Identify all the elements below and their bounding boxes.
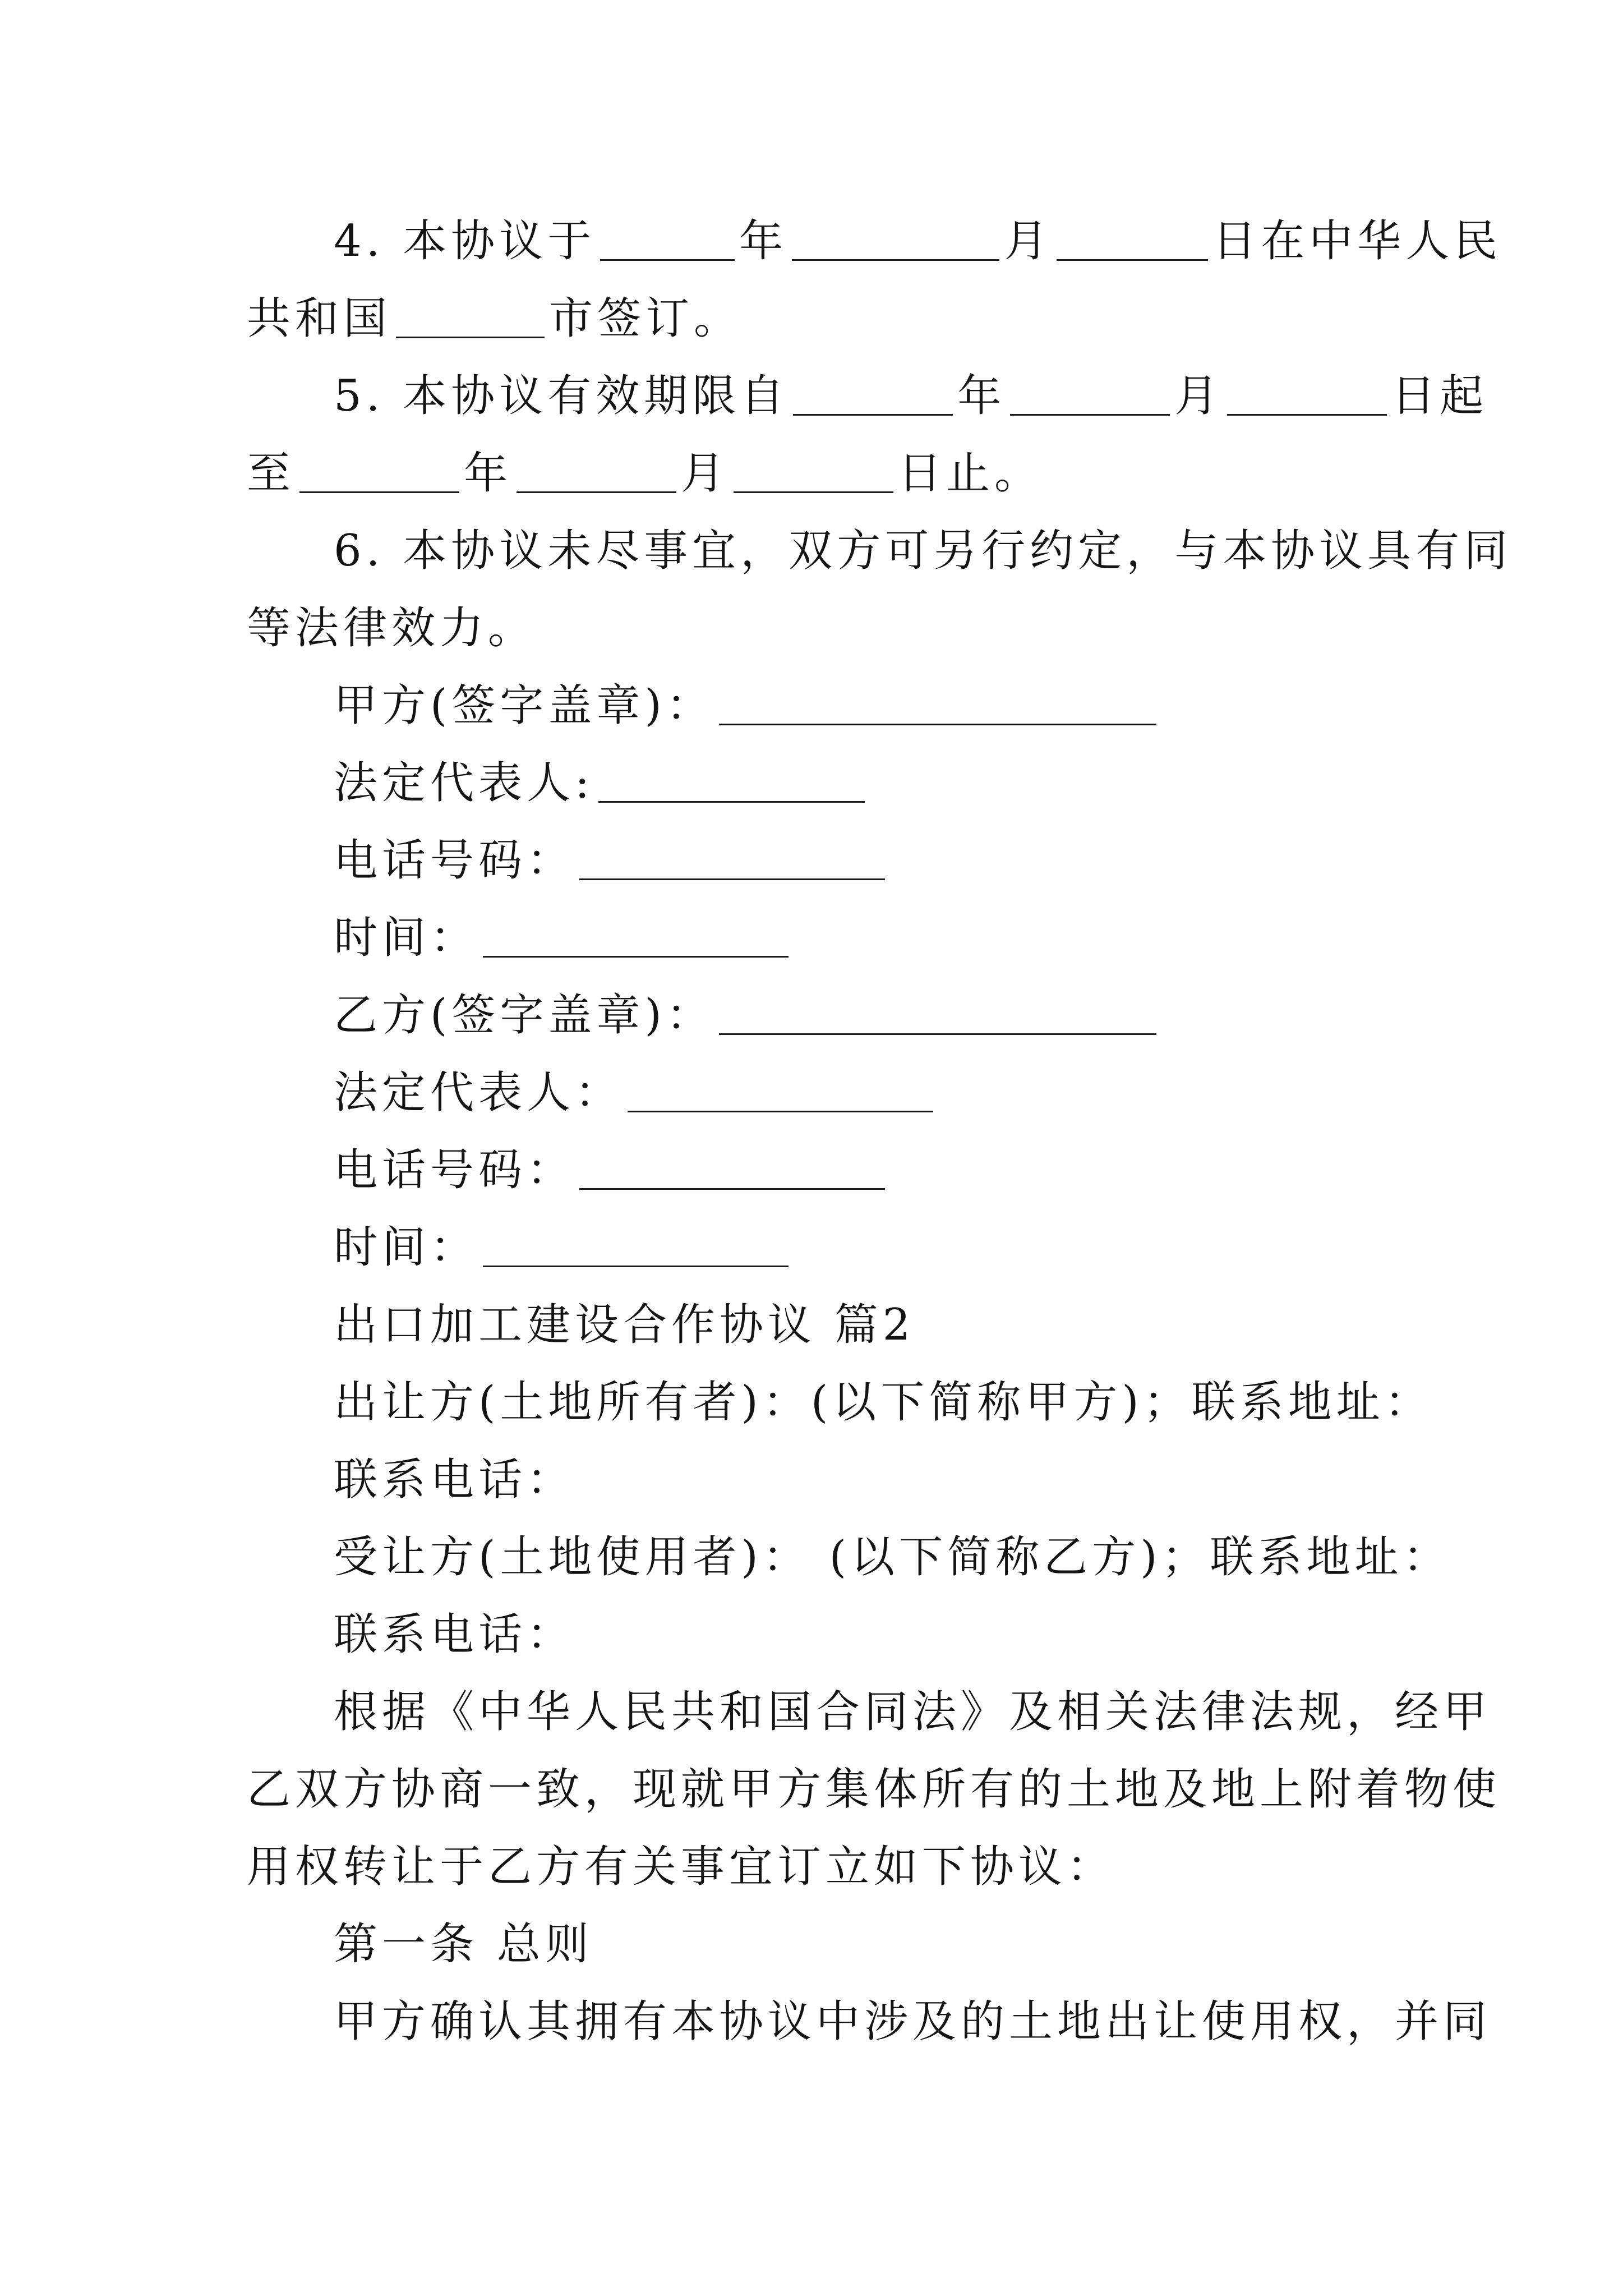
start-day-label: 日起: [1391, 371, 1488, 421]
preamble-text-1: 根据《中华人民共和国合同法》及相关法律法规，经甲: [334, 1687, 1492, 1737]
party-b-time-row: [0, 1214, 1623, 1281]
city-blank: [396, 285, 545, 338]
party-b-rep-label: 法定代表人：: [334, 1068, 624, 1118]
article1-text: 甲方确认其拥有本协议中涉及的土地出让使用权，并同: [334, 1996, 1492, 2047]
article1-title: [0, 1911, 1623, 1978]
clause4-line1: [0, 208, 1623, 275]
clause6-text: 6. 本协议未尽事宜，双方可另行约定，与本协议具有同: [334, 526, 1513, 576]
section2-heading: [0, 1291, 1623, 1359]
party-b-rep-row: [0, 1059, 1623, 1126]
end-day-blank: [734, 440, 893, 493]
clause4-text: 4. 本协议于: [334, 216, 596, 266]
transferee-phone-row: [0, 1601, 1623, 1668]
party-a-time-row: [0, 904, 1623, 972]
year-blank: [600, 208, 735, 261]
day-blank: [1057, 208, 1208, 261]
clause6-line2: [0, 595, 1623, 662]
party-a-time-field[interactable]: [483, 904, 789, 958]
preamble-text-2: 乙双方协商一致，现就甲方集体所有的土地及地上附着物使: [247, 1764, 1501, 1815]
party-b-phone-field[interactable]: [579, 1137, 885, 1190]
start-month-blank: [1010, 362, 1170, 416]
party-b-time-label: 时间：: [334, 1222, 479, 1273]
transferor-row: [0, 1369, 1623, 1436]
clause5-line1: [0, 362, 1623, 430]
transferee-label: 受让方(土地使用者)： (以下简称乙方)；联系地址：: [334, 1532, 1451, 1582]
transferor-label: 出让方(土地所有者)：(以下简称甲方)；联系地址：: [334, 1377, 1433, 1428]
preamble-line2: [0, 1756, 1623, 1823]
party-b-time-field[interactable]: [483, 1214, 789, 1267]
transferee-phone-label: 联系电话：: [334, 1609, 575, 1660]
party-a-rep-field[interactable]: [598, 749, 865, 803]
end-year-label: 年: [464, 448, 513, 499]
clause5-text: 5. 本协议有效期限自: [334, 371, 789, 421]
article1-title-text: 第一条 总则: [334, 1919, 593, 1970]
preamble-line1: [0, 1678, 1623, 1746]
start-year-blank: [793, 362, 953, 416]
transferee-row: [0, 1524, 1623, 1591]
party-b-sign-label: 乙方(签字盖章)：: [334, 990, 714, 1041]
party-a-rep-row: [0, 749, 1623, 817]
month-label: 月: [1004, 216, 1053, 266]
party-a-phone-field[interactable]: [579, 827, 885, 880]
start-year-label: 年: [957, 371, 1006, 421]
month-blank: [792, 208, 999, 261]
start-month-label: 月: [1174, 371, 1223, 421]
end-year-blank: [299, 440, 459, 493]
preamble-text-3: 用权转让于乙方有关事宜订立如下协议：: [247, 1842, 1115, 1892]
end-month-label: 月: [681, 448, 730, 499]
party-a-sign-label: 甲方(签字盖章)：: [334, 680, 714, 731]
year-label: 年: [739, 216, 788, 266]
party-a-phone-row: [0, 827, 1623, 894]
clause4-text-cont: 日在中华人民: [1212, 216, 1502, 266]
clause6-text-cont: 等法律效力。: [247, 603, 537, 654]
party-b-sign-field[interactable]: [719, 982, 1156, 1035]
article1-line1: [0, 1988, 1623, 2055]
transferor-phone-row: [0, 1446, 1623, 1513]
party-b-sign-row: [0, 982, 1623, 1049]
clause6-line1: [0, 517, 1623, 585]
party-b-rep-field[interactable]: [628, 1059, 933, 1112]
end-month-blank: [517, 440, 676, 493]
party-a-sign-field[interactable]: [719, 672, 1156, 725]
clause4-line2: [0, 285, 1623, 352]
party-a-sign-row: [0, 672, 1623, 739]
section2-heading-text: 出口加工建设合作协议 篇2: [334, 1300, 915, 1350]
party-a-time-label: 时间：: [334, 913, 479, 963]
start-day-blank: [1227, 362, 1387, 416]
party-a-rep-label: 法定代表人:: [334, 758, 594, 808]
party-b-phone-label: 电话号码：: [334, 1145, 575, 1195]
clause5-line2: [0, 440, 1623, 507]
transferor-phone-label: 联系电话：: [334, 1455, 575, 1505]
clause5-to: 至: [247, 448, 296, 499]
party-b-phone-row: [0, 1137, 1623, 1204]
end-day-label: 日止。: [898, 448, 1043, 499]
preamble-line3: [0, 1833, 1623, 1901]
party-a-phone-label: 电话号码：: [334, 835, 575, 886]
clause4-country: 共和国: [247, 293, 392, 344]
clause4-signed: 市签订。: [549, 293, 743, 344]
